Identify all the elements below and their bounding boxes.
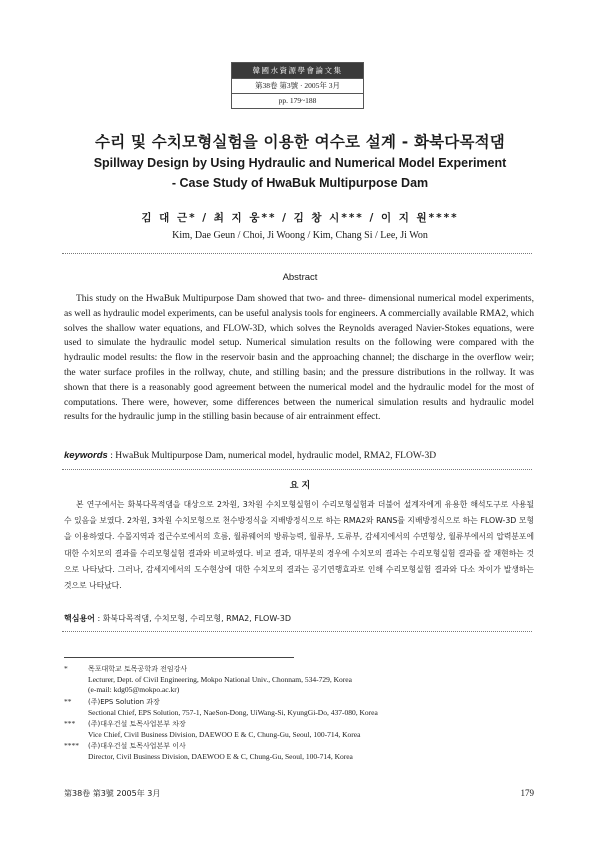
footnote-email: (e-mail: kdg05@mokpo.ac.kr) xyxy=(88,685,180,694)
abstract-text: This study on the HwaBuk Multipurpose Dam showed that two- and three- dimensional numerical model experiments, as well as hydraulic model experiments, can be useful analysis tools for engineers. A commercially available RMA2, which solves the shallow water equations, and FLOW-3D, which solves the Reynolds averaged Navier-Stokes equations, were used to simulate the hydraulic model setup. Numerical simulation results on the following were compared with the hydraulic model results: the flow in the reservoir basin and the approaching channel; the discharge in the overflow weir; the water surface profiles in the rollway, chute, and stilling basin; and the pressure distributions in the rollway. It was shown that there is a reasonably good agreement between the numerical model and the hydraulic model for the most of computations. There were, however, some differences between the numerical simulation results and hydraulic model results for the hydraulic jump in the stilling basin because of air entrainment effect. xyxy=(64,294,534,423)
footnote-mark: **** xyxy=(64,741,79,750)
footnote-rule xyxy=(64,657,294,658)
footnote xyxy=(64,741,353,762)
journal-volume: 第38卷 第3號 · 2005年 3月 xyxy=(232,78,363,93)
summary-text: 본 연구에서는 화북다목적댐을 대상으로 2차원, 3차원 수치모형실험이 수리모형실험과 더불어 설계자에게 유용한 해석도구로 사용될 수 있음을 보였다. 2차원, 3차원 수치모형으로 천수방정식을 지배방정식으로 하는 RMA2와 RANS를 지배방정식으로 하는 FLOW-3D 모형을 이용하였다. 수몰지역과 접근수로에서의 흐름, 월류웨어의 방류능력, 월류부, 도류부, 감세지에서의 수면형상, 월류부에서의 압력분포에 대한 수치모의 결과를 수리모형실험 결과와 비교하였다. 비교 결과, 대부분의 경우에 수치모의 결과는 수리모형실험 결과를 잘 재현하는 것으로 나타났다. 그러나, 감세지에서의 도수현상에 대한 수치모의 결과는 공기연행효과로 인해 수리모형실험 결과와 다소 차이가 발생하는 것으로 나타났다. xyxy=(64,500,534,591)
footnote-korean: 목포대학교 토목공학과 전임강사 xyxy=(88,665,188,673)
abstract-heading: Abstract xyxy=(282,272,318,283)
footnote-english: Lecturer, Dept. of Civil Engineering, Mokpo National Univ., Chonnam, 534-729, Korea xyxy=(88,674,352,684)
keywords-text: : HwaBuk Multipurpose Dam, numerical model, hydraulic model, RMA2, FLOW-3D xyxy=(107,451,437,461)
page-number: 179 xyxy=(520,788,534,798)
title-english-line2: - Case Study of HwaBuk Multipurpose Dam xyxy=(171,176,429,190)
journal-pages: pp. 179~188 xyxy=(232,93,363,108)
journal-name: 韓國水資源學會論文集 xyxy=(232,63,363,78)
footnote-mark: * xyxy=(64,664,68,673)
footnote-english: Director, Civil Business Division, DAEWOO E & C, Chung-Gu, Seoul, 100-714, Korea xyxy=(88,751,353,761)
korean-keywords-label: 핵심용어 xyxy=(64,614,95,623)
authors-english: Kim, Dae Geun / Choi, Ji Woong / Kim, Chang Si / Lee, Ji Won xyxy=(172,230,428,241)
korean-keywords-text: : 화북다목적댐, 수치모형, 수리모형, RMA2, FLOW-3D xyxy=(94,614,292,623)
footnote-korean: (주)대우건설 토목사업본부 이사 xyxy=(88,742,186,750)
footnote xyxy=(64,719,360,740)
footnote-korean: (주)EPS Solution 과장 xyxy=(88,698,160,706)
divider xyxy=(62,253,532,254)
title-english-line1: Spillway Design by Using Hydraulic and Numerical Model Experiment xyxy=(93,156,507,170)
footnote-korean: (주)대우건설 토목사업본부 차장 xyxy=(88,720,186,728)
authors-korean: 김 대 근* / 최 지 웅** / 김 창 시*** / 이 지 원**** xyxy=(141,212,459,224)
journal-info-box xyxy=(231,62,364,109)
keywords-line xyxy=(64,450,436,461)
korean-keywords-line xyxy=(64,613,291,624)
footer-journal-issue: 第38卷 第3號 2005年 3月 xyxy=(64,789,161,798)
footnote-english: Sectional Chief, EPS Solution, 757-1, NaeSon-Dong, UiWang-Si, KyungGi-Do, 437-080, Korea xyxy=(88,707,378,717)
footnote-english: Vice Chief, Civil Business Division, DAEWOO E & C, Chung-Gu, Seoul, 100-714, Korea xyxy=(88,729,361,739)
footnote xyxy=(64,664,352,696)
keywords-label: keywords xyxy=(64,450,108,461)
footnote-mark: *** xyxy=(64,719,76,728)
footnote-mark: ** xyxy=(64,697,72,706)
title-korean: 수리 및 수치모형실험을 이용한 여수로 설계 - 화북다목적댐 xyxy=(95,133,505,151)
divider xyxy=(62,469,532,470)
divider xyxy=(62,631,532,632)
summary-heading: 요 지 xyxy=(289,481,311,491)
footnote xyxy=(64,697,378,718)
